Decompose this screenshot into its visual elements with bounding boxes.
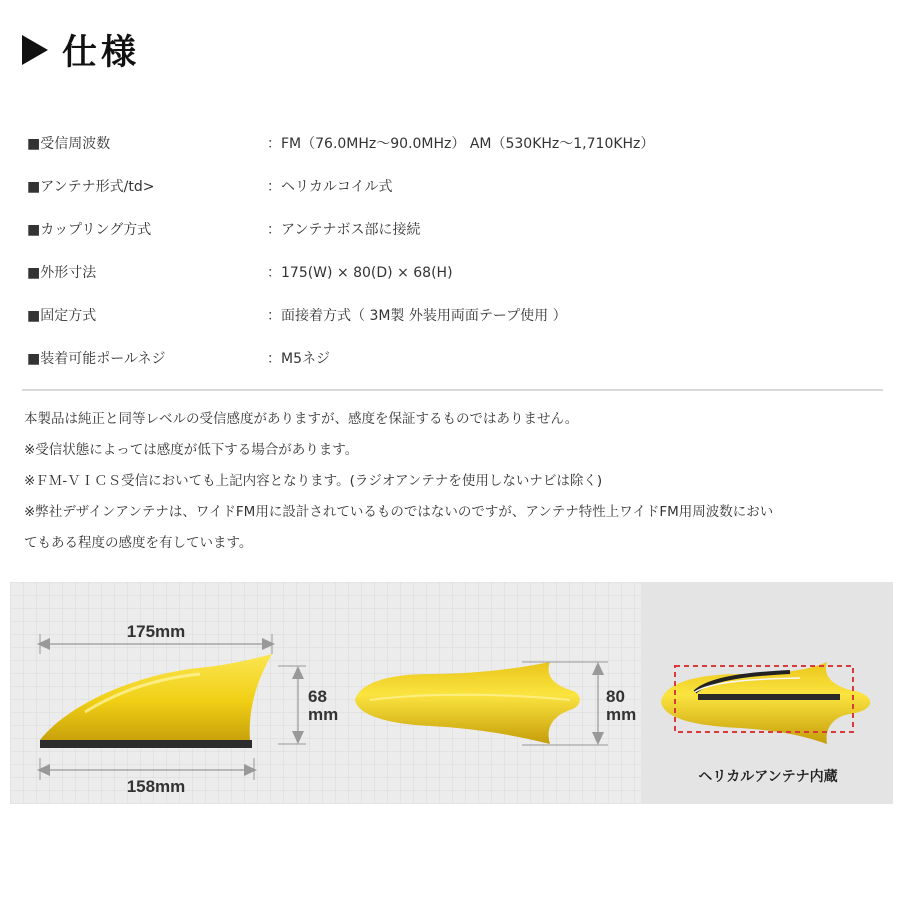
spec-row <box>27 299 867 342</box>
triangle-bullet-icon <box>22 35 48 65</box>
depth-unit-label: mm <box>606 705 637 724</box>
width-bottom-label: 158mm <box>126 777 186 796</box>
spec-label: ■受信周波数 <box>27 136 111 152</box>
spec-value: ：FM（76.0MHz～90.0MHz） AM（530KHz～1,710KHz） <box>267 136 655 152</box>
spec-value: ：面接着方式（ 3M製 外装用両面テープ使用 ） <box>267 308 567 324</box>
spec-value: ：ヘリカルコイル式 <box>267 179 393 195</box>
spec-table <box>27 127 867 385</box>
product-dimension-figure <box>10 582 893 804</box>
height-value-label: 68 <box>308 687 327 706</box>
note-line: ※弊社デザインアンテナは、ワイドFM用に設計されているものではないのですが、アンテナ特性上ワイドFM用周波数におい <box>24 504 774 520</box>
spec-value: ：アンテナボス部に接続 <box>267 222 421 238</box>
spec-row <box>27 342 867 385</box>
width-top-label: 175mm <box>126 622 186 641</box>
depth-value-label: 80 <box>606 687 625 706</box>
spec-label: ■外形寸法 <box>27 265 97 281</box>
section-divider <box>22 389 883 391</box>
notes-block <box>24 404 886 559</box>
note-line: ※ＦＭ-ＶＩＣＳ受信においても上記内容となります。(ラジオアンテナを使用しないナビは除く) <box>24 473 603 489</box>
height-unit-label: mm <box>308 705 339 724</box>
spec-row <box>27 213 867 256</box>
spec-label: ■固定方式 <box>27 308 97 324</box>
helical-caption: ヘリカルアンテナ内蔵 <box>698 768 838 784</box>
note-line: てもある程度の感度を有しています。 <box>24 535 253 551</box>
note-line: ※受信状態によっては感度が低下する場合があります。 <box>24 442 359 458</box>
spec-row <box>27 127 867 170</box>
spec-row <box>27 170 867 213</box>
spec-label: ■アンテナ形式/td> <box>27 179 155 195</box>
section-title <box>22 26 140 74</box>
spec-value: ：175(W) × 80(D) × 68(H) <box>267 265 453 281</box>
spec-value: ：M5ネジ <box>267 351 330 367</box>
spec-label: ■装着可能ポールネジ <box>27 351 166 367</box>
section-title-text: 仕様 <box>62 33 141 73</box>
spec-row <box>27 256 867 299</box>
spec-label: ■カップリング方式 <box>27 222 152 238</box>
note-line: 本製品は純正と同等レベルの受信感度がありますが、感度を保証するものではありません。 <box>24 411 579 427</box>
